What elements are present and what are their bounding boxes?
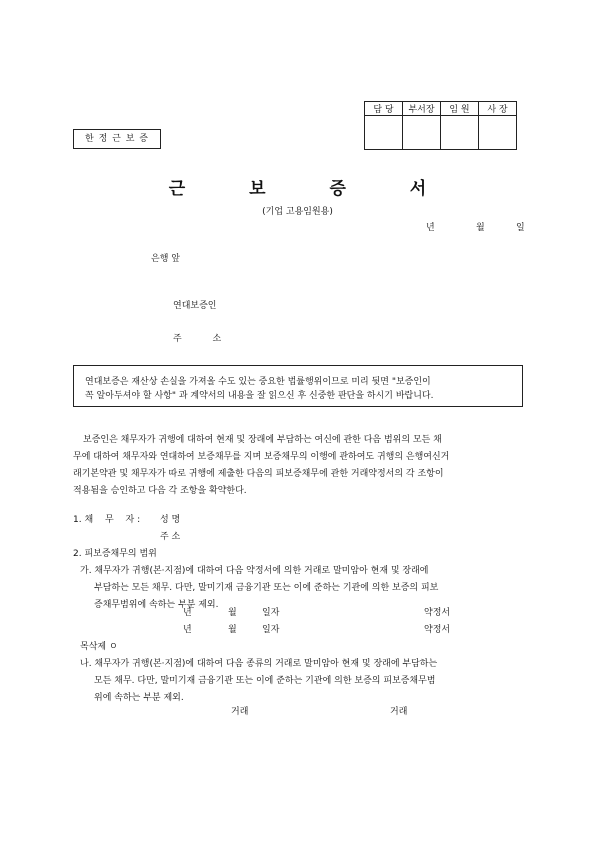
agreement-month: 월 <box>228 625 237 635</box>
agreement-month: 월 <box>228 608 237 618</box>
scope-ga-line: 부담하는 모든 채무. 다만, 말미기재 금융기관 또는 이에 준하는 기관에 의한 보증의 피보 <box>94 583 439 593</box>
intro-line: 적용됨을 승인하고 다음 각 조항을 확약한다. <box>73 486 247 496</box>
notice-line: 연대보증은 재산상 손실을 가져올 수도 있는 중요한 법률행위이므로 미리 뒷면 "보증인이 <box>85 377 431 387</box>
document-subtitle: (기업 고용임원용) <box>262 207 333 217</box>
approval-header: 부서장 <box>403 102 441 116</box>
date-month: 월 <box>476 223 485 233</box>
intro-line: 무에 대하여 채무자와 연대하여 보증채무를 지며 보증채무의 이행에 관하여도 귀행의 은행여신거 <box>73 452 450 462</box>
transaction-label: 거래 <box>390 707 408 717</box>
agreement-year: 년 <box>183 608 192 618</box>
approval-signature-cell[interactable] <box>479 116 517 150</box>
guarantor-label: 연대보증인 <box>173 301 217 311</box>
date-day: 일 <box>516 223 525 233</box>
agreement-date-label: 일자 <box>262 625 280 635</box>
debtor-name-label: 성 명 <box>160 515 181 525</box>
approval-header-row <box>365 102 517 116</box>
approval-signature-cell[interactable] <box>403 116 441 150</box>
approval-header: 사 장 <box>479 102 517 116</box>
notice-box <box>73 365 523 407</box>
approval-table <box>364 101 517 150</box>
date-year: 년 <box>426 223 435 233</box>
notice-line: 꼭 알아두셔야 할 사항" 과 계약서의 내용을 잘 읽으신 후 신중한 판단을 하시기 바랍니다. <box>85 391 434 401</box>
document-type-box: 한 정 근 보 증 <box>73 129 161 149</box>
approval-header: 임 원 <box>441 102 479 116</box>
scope-ga-line: 증채무범위에 속하는 부분 제외. <box>94 600 219 610</box>
scope-ga-line: 가. 채무자가 귀행(본·지점)에 대하여 다음 약정서에 의한 거래로 말미암아 현재 및 장래에 <box>80 566 429 576</box>
scope-label: 2. 피보증채무의 범위 <box>73 549 157 559</box>
approval-header: 담 당 <box>365 102 403 116</box>
scope-na-line: 나. 채무자가 귀행(본·지점)에 대하여 다음 종류의 거래로 말미암아 현재 및 장래에 부담하는 <box>80 659 438 669</box>
deletion-mark: 목삭제 ㅇ <box>80 642 118 652</box>
approval-signature-cell[interactable] <box>441 116 479 150</box>
transaction-label: 거래 <box>231 707 249 717</box>
document-title: 근 보 증 서 <box>168 179 456 199</box>
agreement-doc-label: 약정서 <box>424 608 451 618</box>
guarantor-address-label: 주 소 <box>173 334 236 344</box>
debtor-address-label: 주 소 <box>160 532 181 542</box>
approval-signature-row <box>365 116 517 150</box>
approval-signature-cell[interactable] <box>365 116 403 150</box>
intro-line: 보증인은 채무자가 귀행에 대하여 현재 및 장래에 부담하는 여신에 관한 다음 범위의 모든 채 <box>83 435 442 445</box>
agreement-date-label: 일자 <box>262 608 280 618</box>
debtor-label: 1. 채 무 자 : <box>73 515 141 525</box>
intro-line: 래기본약관 및 채무자가 따로 귀행에 제출한 다음의 피보증채무에 관한 거래약정서의 각 조항이 <box>73 469 444 479</box>
agreement-doc-label: 약정서 <box>424 625 451 635</box>
scope-na-line: 위에 속하는 부분 제외. <box>94 693 184 703</box>
addressee: 은행 앞 <box>151 254 180 264</box>
scope-na-line: 모든 채무. 다만, 말미기재 금융기관 또는 이에 준하는 기관에 의한 보증의 피보증채무범 <box>94 676 436 686</box>
agreement-year: 년 <box>183 625 192 635</box>
